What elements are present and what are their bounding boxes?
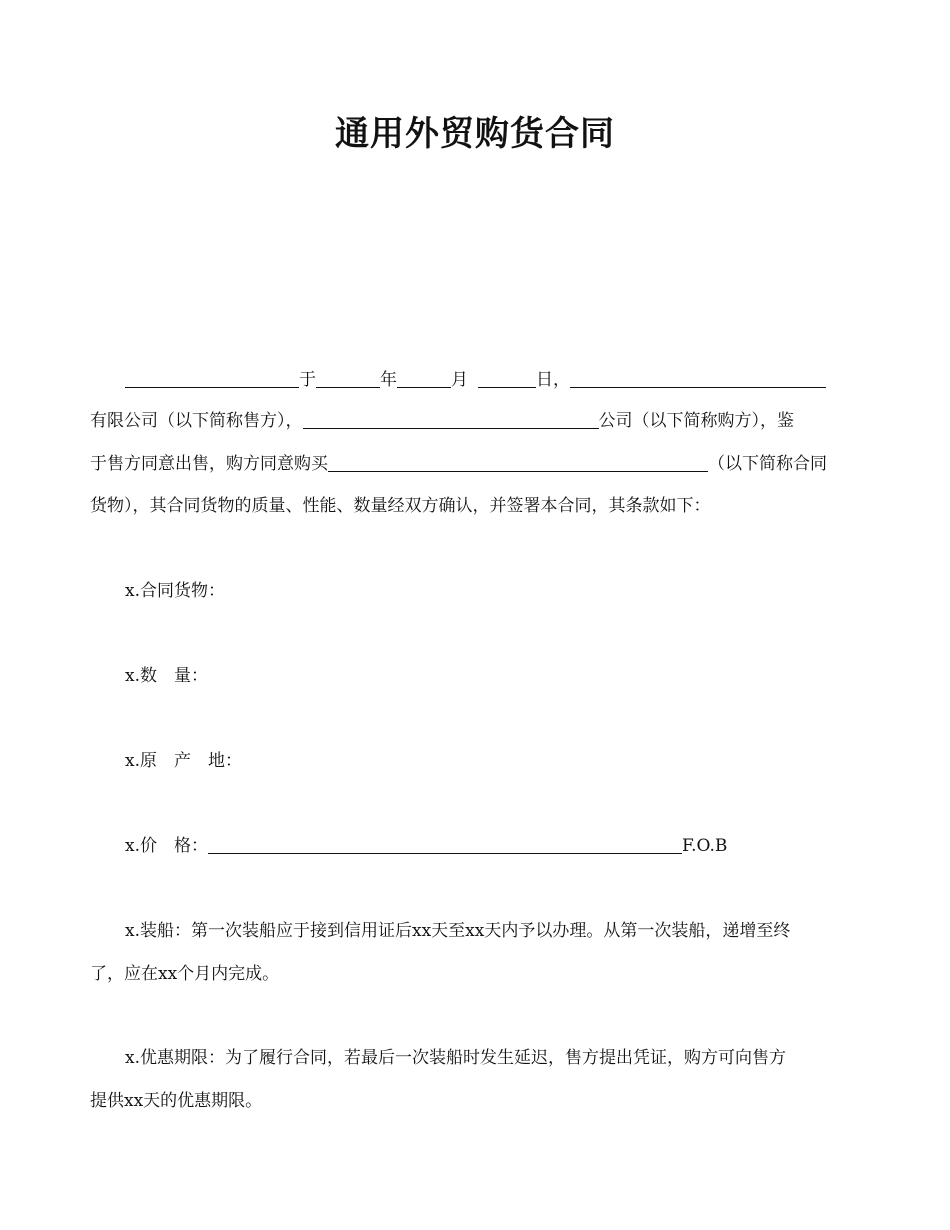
intro-ri: 日， <box>536 370 570 390</box>
clause-grace-line-1: x.优惠期限：为了履行合同，若最后一次装船时发生延迟，售方提出凭证，购方可向售方 <box>125 1048 786 1068</box>
clause-origin: x.原 产 地： <box>125 751 242 771</box>
intro-nian: 年 <box>380 370 397 390</box>
price-term: F.O.B <box>682 836 728 856</box>
intro-agree-text: 于售方同意出售，购方同意购买 <box>90 454 328 474</box>
clause-goods: x.合同货物： <box>125 581 225 601</box>
intro-line-1 <box>125 368 862 392</box>
intro-yu: 于 <box>299 370 316 390</box>
day-blank <box>478 369 536 388</box>
clause-quantity: x.数 量： <box>125 666 208 686</box>
intro-line-2 <box>90 409 862 433</box>
clause-shipment-line-2: 了，应在xx个月内完成。 <box>90 964 280 984</box>
intro-line-4: 货物），其合同货物的质量、性能、数量经双方确认，并签署本合同，其条款如下： <box>90 496 711 516</box>
seller-ref-text: 有限公司（以下简称售方）， <box>90 411 303 431</box>
year-blank <box>316 369 380 388</box>
document-title: 通用外贸购货合同 <box>335 114 615 154</box>
intro-yue: 月 <box>451 370 468 390</box>
location-blank <box>570 369 826 388</box>
clause-grace-line-2: 提供xx天的优惠期限。 <box>90 1091 263 1111</box>
intro-line-3 <box>90 452 862 476</box>
clause-shipment-line-1: x.装船：第一次装船应于接到信用证后xx天至xx天内予以办理。从第一次装船，递增至终 <box>125 921 791 941</box>
buyer-ref-text: 公司（以下简称购方），鉴 <box>598 411 794 431</box>
price-label: x.价 格： <box>125 836 208 856</box>
clause-price <box>125 834 862 858</box>
seller-name-blank <box>125 369 299 388</box>
buyer-name-blank <box>303 410 599 429</box>
goods-name-blank <box>328 453 708 472</box>
price-blank <box>208 835 682 854</box>
month-blank <box>397 369 451 388</box>
intro-goods-ref: （以下简称合同 <box>708 454 827 474</box>
